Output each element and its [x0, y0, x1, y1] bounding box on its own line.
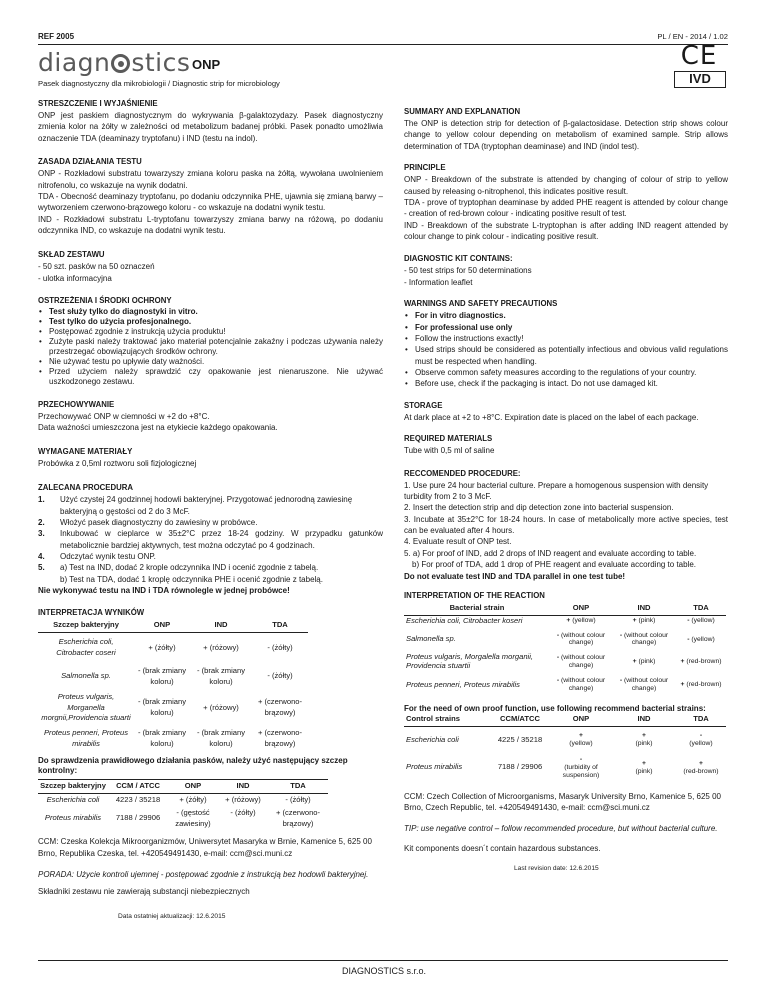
pl-hazard: Składniki zestawu nie zawierają substancji niebezpiecznych	[38, 887, 250, 897]
pl-procedure-title: ZALECANA PROCEDURA	[38, 483, 134, 493]
pl-materials-text: Probówka z 0,5ml roztworu soli fizjologicznej	[38, 458, 197, 468]
table-cell: Escherichia coli	[46, 795, 100, 805]
table-cell: + (czerwono-brązowy)	[275, 807, 321, 828]
table-cell: Salmonella sp.	[61, 671, 111, 681]
table-cell: + (czerwono-brązowy)	[257, 697, 303, 717]
footer-company: DIAGNOSTICS s.r.o.	[341, 966, 426, 976]
en-hazard: Kit components doesn´t contain hazardous substances.	[404, 843, 601, 853]
en-warning-item: • Observe common safety measures according to the regulations of your country.	[404, 367, 728, 378]
table-cell: - (żółty)	[267, 642, 293, 652]
en-warnings-title: WARNINGS AND SAFETY PRECAUTIONS	[404, 299, 558, 309]
en-storage	[404, 400, 728, 423]
pl-summary	[38, 98, 383, 144]
table-cell: + (red-brown)	[680, 680, 722, 688]
table-cell: + (red-brown)	[683, 759, 719, 775]
en-warning-item: • For professional use only	[404, 322, 728, 333]
en-principle	[404, 162, 728, 242]
pl-ccm: CCM: Czeska Kolekcja Mikroorganizmów, Uniwersytet Masaryka w Brnie, Kamenice 5, 625 00 Brno, Republika Czeska, tel. +420549491430, e-mail: ccm@sci.muni.cz	[38, 837, 372, 858]
table-cell: 7188 / 29906	[115, 813, 161, 823]
table-cell: - (brak zmiany koloru)	[137, 665, 187, 686]
en-revision: Last revision date: 12.6.2015	[514, 865, 599, 873]
table-header: ONP	[572, 714, 590, 724]
table-header: ONP	[153, 620, 171, 630]
pl-step: 2. Włożyć pasek diagnostyczny do zawiesiny w probówce.	[38, 517, 258, 527]
table-header: Szczep bakteryjny	[53, 620, 119, 630]
table-header: ONP	[184, 781, 202, 791]
en-warning-item: • For in vitro diagnostics.	[404, 310, 728, 321]
table-header: TDA	[272, 620, 288, 630]
en-step: 3. Incubate at 35±2°C for 18-24 hours. In case of metabolically more active species, test can be evaluated after 4 hours.	[404, 514, 728, 536]
table-row	[404, 672, 726, 698]
en-step: 5. a) For proof of IND, add 2 drops of IND reagent and evaluate according to table.	[404, 548, 697, 558]
pl-storage-line: Przechowywać ONP w ciemności w +2 do +8°C.	[38, 411, 210, 421]
en-procedure	[404, 468, 728, 582]
en-step: 2. Insert the detection strip and dip detection zone into bacterial suspension.	[404, 503, 674, 513]
pl-warnings-title: OSTRZEŻENIA I ŚRODKI OCHRONY	[38, 296, 172, 306]
table-header: IND	[214, 620, 228, 630]
pl-warning-item: • Zużyte paski należy traktować jako materiał potencjalnie zakaźny i podczas używania należy przestrzegać obowiązujących środków ochrony.	[38, 337, 383, 357]
pl-interpretation	[38, 607, 383, 753]
pl-control-title: Do sprawdzenia prawidłowego działania pasków, należy użyć następujący szczep kontrolny:	[38, 756, 348, 775]
en-procedure-warning: Do not evaluate test IND and TDA parallel in one test tube!	[404, 571, 626, 581]
pl-warning-item: • Nie używać testu po upływie daty ważności.	[38, 357, 383, 367]
table-header: Szczep bakteryjny	[40, 781, 106, 791]
en-materials-title: REQUIRED MATERIALS	[404, 434, 493, 444]
en-kit-item: - Information leaflet	[404, 277, 473, 287]
ref-number: REF 2005	[38, 32, 75, 41]
table-cell: - (yellow)	[687, 635, 715, 643]
pl-step: 1. Użyć czystej 24 godzinnej hodowli bakteryjnej. Przygotować jednorodną zawiesinę bakteryjną o gęstości od 2 do 3 McF.	[38, 495, 353, 516]
pl-interp-title: INTERPRETACJA WYNIKÓW	[38, 608, 145, 618]
table-cell: + (pink)	[635, 759, 653, 775]
pl-revision: Data ostatniej aktualizacji: 12.6.2015	[118, 912, 226, 920]
pl-procedure	[38, 482, 383, 596]
pl-column	[38, 98, 383, 921]
en-warning-item: • Before use, check if the packaging is intact. Do not use damaged kit.	[404, 378, 728, 389]
table-cell: Proteus vulgaris, Morgalella morganii, Providencia stuartii	[406, 652, 534, 671]
table-cell: - (brak zmiany koloru)	[137, 728, 187, 749]
table-cell: + (red-brown)	[680, 658, 722, 666]
en-step: 4. Evaluate result of ONP test.	[404, 537, 512, 547]
pl-summary-title: STRESZCZENIE I WYJAŚNIENIE	[38, 99, 158, 108]
en-interp-title: INTERPRETATION OF THE REACTION	[404, 590, 545, 600]
pl-step-5b: b) Test na TDA, dodać 1 kroplę odczynnika PHE i ocenić zgodnie z tabelą.	[60, 574, 323, 584]
table-cell: Escherichia coli, Citrobacter coseri	[56, 637, 116, 657]
pl-kit	[38, 249, 383, 284]
ce-mark: CE	[680, 41, 718, 71]
en-kit-item: - 50 test strips for 50 determinations	[404, 266, 532, 276]
table-cell: 4223 / 35218	[115, 795, 161, 805]
table-row	[404, 615, 726, 626]
en-warning-item: • Used strips should be considered as potentially infectious and obvious valid regulations must be respected when handling.	[404, 344, 728, 367]
table-cell: - (without colour change)	[556, 631, 606, 647]
table-row	[404, 727, 726, 753]
pl-tip: PORADA: Użycie kontroli ujemnej - postępować zgodnie z instrukcją bez hodowli bakteryjnej.	[38, 870, 369, 880]
table-cell: Proteus vulgaris, Morganella morgnii,Providencia stuarti	[41, 691, 131, 723]
en-interp-table	[404, 602, 726, 698]
pl-summary-text: ONP jest paskiem diagnostycznym do wykrywania β-galaktozydazy. Pasek diagnostyczny zmienia kolor na żółty w zależności od metabolizum badanej próbki. Pasek ponadto umożliwia oznaczenie TDA (deaminazy tryptofanu) i IND (testu na indol).	[38, 111, 383, 143]
pl-control-table	[38, 779, 328, 830]
table-cell: 4225 / 35218	[497, 734, 543, 744]
table-cell: - (żółty)	[267, 671, 293, 681]
table-cell: - (without colour change)	[619, 631, 669, 647]
table-row	[38, 633, 308, 663]
table-cell: + (różowy)	[225, 795, 261, 805]
en-control-title: For the need of own proof function, use following recommend bacterial strains:	[404, 703, 706, 713]
pl-materials	[38, 446, 383, 469]
en-control	[404, 704, 728, 783]
version: PL / EN - 2014 / 1.02	[657, 32, 728, 41]
pl-control	[38, 756, 383, 830]
table-cell: - (gęstość zawiesiny)	[175, 807, 211, 828]
table-cell: + (żółty)	[148, 642, 176, 652]
table-cell: Proteus penneri, Proteus mirabilis	[43, 728, 128, 749]
pl-storage-title: PRZECHOWYWANIE	[38, 399, 115, 409]
table-cell: + (yellow)	[569, 732, 593, 747]
table-row	[404, 652, 726, 671]
table-cell: 7188 / 29906	[497, 762, 543, 772]
pl-procedure-warning: Nie wykonywać testu na IND i TDA równolegle w jednej probówce!	[38, 586, 290, 596]
pl-warning-item: • Test tylko do użycia profesjonalnego.	[38, 317, 383, 327]
en-step: 1. Use pure 24 hour bacterial culture. Prepare a homogenous suspension with density turbidity from 2 to 3 McF.	[404, 480, 709, 501]
table-header: IND	[236, 781, 250, 791]
en-principle-tda: TDA - prove of tryptophan deaminase by added PHE reagent is attended by colour change - creation of red-brown colour - indicating positive result of test.	[404, 197, 728, 219]
pl-storage	[38, 399, 383, 434]
en-principle-title: PRINCIPLE	[404, 163, 446, 173]
table-cell: - (turbidity of suspension)	[562, 756, 600, 779]
en-storage-title: STORAGE	[404, 400, 443, 410]
table-cell: - (brak zmiany koloru)	[196, 728, 246, 749]
table-cell: - (brak zmiany koloru)	[137, 697, 187, 717]
table-cell: + (żółty)	[179, 795, 207, 805]
en-summary	[404, 106, 728, 152]
header-rule	[38, 44, 728, 45]
en-kit	[404, 253, 728, 288]
en-materials	[404, 433, 728, 456]
table-cell: Escherichia coli, Citrobacter koseri	[406, 615, 523, 625]
table-cell: Proteus penneri, Proteus mirabilis	[406, 679, 520, 689]
en-summary-text: The ONP is detection strip for detection of β-galactosidase. Detection strip shows colour change to yellow colour depending on metabolism of examined sample. Strip allows determination of TDA (tryptophan deaminase) and IND (indol test).	[404, 119, 728, 151]
table-cell: - (without colour change)	[556, 654, 606, 670]
table-header: CCM / ATCC	[116, 781, 160, 791]
en-kit-title: DIAGNOSTIC KIT CONTAINS:	[404, 254, 513, 264]
en-ccm: CCM: Czech Collection of Microorganisms, Masaryk University Brno, Kamenice 5, 625 00 Brno, Czech Republic, tel. +420549491430, e-mail: ccm@sci.muni.cz	[404, 791, 722, 813]
table-header: Bacterial strain	[449, 602, 505, 612]
table-row	[38, 794, 328, 807]
table-cell: Escherichia coli	[406, 734, 459, 744]
pl-materials-title: WYMAGANE MATERIAŁY	[38, 446, 133, 456]
table-row	[38, 691, 308, 725]
table-row	[38, 807, 328, 831]
en-tip: TIP: use negative control – follow recommended procedure, but without bacterial culture.	[404, 824, 718, 834]
pl-principle	[38, 156, 383, 236]
en-materials-text: Tube with 0,5 ml of saline	[404, 446, 495, 456]
table-header: CCM/ATCC	[500, 714, 540, 724]
table-row	[38, 725, 308, 753]
product-name: ONP	[192, 57, 221, 72]
table-header: IND	[637, 714, 651, 724]
pl-principle-ind: IND - Rozkładowi substratu L-tryptofanu towarzyszy zmiana barwy na różową, po dodaniu odczynnika IND, co wskazuje na dodatni wynik testu.	[38, 214, 383, 235]
pl-interp-table	[38, 619, 308, 753]
pl-step: 4. Odczytać wynik testu ONP.	[38, 551, 156, 561]
en-procedure-title: RECCOMENDED PROCEDURE:	[404, 468, 521, 478]
pl-warnings	[38, 296, 383, 387]
table-cell: + (yellow)	[566, 617, 596, 625]
table-cell: + (pink)	[635, 732, 653, 747]
table-cell: - (yellow)	[687, 617, 715, 625]
en-column	[404, 106, 728, 874]
pl-warning-item: • Przed użyciem należy sprawdzić czy opakowanie jest nienaruszone. Nie używać uszkodzonego zestawu.	[38, 367, 383, 387]
table-cell: + (czerwono-brązowy)	[257, 728, 303, 749]
pl-principle-tda: TDA - Obecność deaminazy tryptofanu, po dodaniu odczynnika PHE, ujawnia się zmianą barwy – wytworzeniem czerwono-brązowego koloru - co wskazuje na dodatni wynik testu.	[38, 191, 383, 213]
table-cell: + (różowy)	[203, 702, 239, 712]
table-cell: Salmonella sp.	[406, 634, 456, 644]
table-cell: - (brak zmiany koloru)	[196, 665, 246, 686]
table-cell: - (without colour change)	[619, 677, 669, 692]
en-interpretation	[404, 590, 728, 698]
pl-kit-title: SKŁAD ZESTAWU	[38, 250, 105, 260]
table-cell: - (żółty)	[285, 795, 311, 805]
en-principle-onp: ONP - Breakdown of the substrate is attended by changing of colour of strip to yellow caused by releasing o-nitrophenol, this indicates positive result.	[404, 175, 728, 196]
pl-warning-item: • Postępować zgodnie z instrukcją użycia produktu!	[38, 327, 383, 337]
table-header: TDA	[693, 714, 709, 724]
en-principle-ind: IND - Breakdown of the substrate L-tryptophan is after adding IND reagent attended by colour change to pink colour - indicating positive result.	[404, 220, 728, 241]
table-cell: Proteus mirabilis	[44, 813, 102, 823]
pl-principle-onp: ONP - Rozkładowi substratu towarzyszy zmiana koloru paska na żółtą, wywołana uwolnieniem nitrofenolu, co wskazuje na wynik dodatni.	[38, 169, 383, 190]
en-step: b) For proof of TDA, add 1 drop of PHE reagent and evaluate according to table.	[412, 560, 697, 570]
en-control-table	[404, 713, 726, 782]
table-row	[38, 663, 308, 691]
table-header: IND	[637, 602, 651, 612]
pl-storage-line: Data ważności umieszczona jest na etykiecie każdego opakowania.	[38, 423, 278, 433]
en-storage-text: At dark place at +2 to +8°C. Expiration date is placed on the label of each package.	[404, 412, 699, 422]
table-cell: + (różowy)	[203, 642, 239, 652]
table-header: TDA	[290, 781, 306, 791]
table-cell: - (without colour change)	[556, 677, 606, 692]
en-warnings	[404, 298, 728, 390]
table-cell: + (pink)	[632, 617, 656, 625]
table-cell: + (pink)	[632, 658, 656, 666]
en-warning-item: • Follow the instructions exactly!	[404, 333, 728, 344]
pl-kit-item: - ulotka informacyjna	[38, 273, 112, 283]
diagnostics-logo: diagn stics	[38, 48, 191, 77]
table-header: Control strains	[406, 714, 461, 724]
pl-step: 5. a) Test na IND, dodać 2 krople odczynnika IND i ocenić zgodnie z tabelą.	[38, 563, 319, 573]
ivd-badge: IVD	[674, 71, 726, 88]
pl-warning-item: • Test służy tylko do diagnostyki in vitro.	[38, 307, 383, 317]
table-cell: - (żółty)	[230, 807, 256, 817]
table-header: ONP	[572, 602, 590, 612]
table-cell: Proteus mirabilis	[406, 762, 463, 772]
pl-step: 3. Inkubować w cieplarce w 35±2°C przez 18-24 godziny. W przypadku gatunków metabolicznie bardziej aktywnych, test można odczytać po 4 godzinach.	[38, 529, 383, 550]
pl-principle-title: ZASADA DZIAŁANIA TESTU	[38, 157, 142, 167]
table-header: TDA	[693, 602, 709, 612]
table-cell: - (yellow)	[689, 732, 713, 747]
table-row	[404, 626, 726, 652]
table-row	[404, 753, 726, 783]
en-summary-title: SUMMARY AND EXPLANATION	[404, 107, 521, 116]
pl-kit-item: - 50 szt. pasków na 50 oznaczeń	[38, 262, 155, 272]
footer-rule	[38, 960, 728, 961]
subtitle: Pasek diagnostyczny dla mikrobiologii / Diagnostic strip for microbiology	[38, 79, 280, 88]
